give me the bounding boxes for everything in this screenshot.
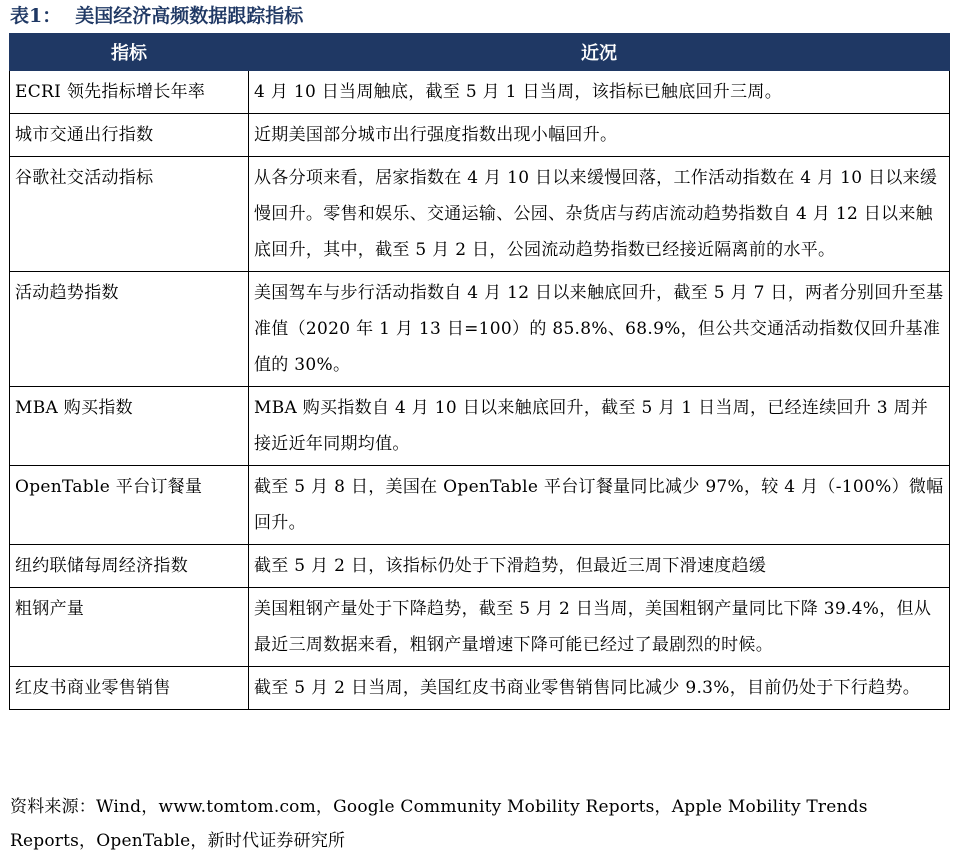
table-caption-text: 美国经济高频数据跟踪指标 xyxy=(75,5,304,27)
indicator-name: 粗钢产量 xyxy=(10,588,249,667)
table-row xyxy=(10,71,950,114)
indicator-status: 截至 5 月 2 日当周，美国红皮书商业零售销售同比减少 9.3%，目前仍处于下行趋势。 xyxy=(249,667,950,710)
indicator-name: MBA 购买指数 xyxy=(10,387,249,466)
indicator-status: 近期美国部分城市出行强度指数出现小幅回升。 xyxy=(249,114,950,157)
indicator-name: 城市交通出行指数 xyxy=(10,114,249,157)
table-row xyxy=(10,466,950,545)
indicator-status: 美国粗钢产量处于下降趋势，截至 5 月 2 日当周，美国粗钢产量同比下降 39.4%，但从最近三周数据来看，粗钢产量增速下降可能已经过了最剧烈的时候。 xyxy=(249,588,950,667)
indicator-status: 4 月 10 日当周触底，截至 5 月 1 日当周，该指标已触底回升三周。 xyxy=(249,71,950,114)
indicator-status: 截至 5 月 2 日，该指标仍处于下滑趋势，但最近三周下滑速度趋缓 xyxy=(249,545,950,588)
table-row xyxy=(10,588,950,667)
header-status: 近况 xyxy=(249,34,950,71)
header-indicator: 指标 xyxy=(10,34,249,71)
indicator-name: 活动趋势指数 xyxy=(10,272,249,387)
table-caption-label: 表1： xyxy=(10,5,62,27)
indicator-status: 截至 5 月 8 日，美国在 OpenTable 平台订餐量同比减少 97%，较 4 月（-100%）微幅回升。 xyxy=(249,466,950,545)
table-row xyxy=(10,667,950,710)
indicator-status: 美国驾车与步行活动指数自 4 月 12 日以来触底回升，截至 5 月 7 日，两者分别回升至基准值（2020 年 1 月 13 日=100）的 85.8%、68.9%，但公共交通活动指数仅回升基准值的 30%。 xyxy=(249,272,950,387)
indicator-table xyxy=(9,33,950,710)
indicator-status: MBA 购买指数自 4 月 10 日以来触底回升，截至 5 月 1 日当周，已经连续回升 3 周并接近近年同期均值。 xyxy=(249,387,950,466)
source-note: 资料来源：Wind，www.tomtom.com，Google Community Mobility Reports，Apple Mobility Trends Reports，OpenTable，新时代证券研究所 xyxy=(10,797,868,851)
indicator-status: 从各分项来看，居家指数在 4 月 10 日以来缓慢回落，工作活动指数在 4 月 10 日以来缓慢回升。零售和娱乐、交通运输、公园、杂货店与药店流动趋势指数自 4 月 12 日以来触底回升，其中，截至 5 月 2 日，公园流动趋势指数已经接近隔离前的水平。 xyxy=(249,157,950,272)
table-row xyxy=(10,114,950,157)
indicator-name: 谷歌社交活动指标 xyxy=(10,157,249,272)
table-header-row xyxy=(10,34,950,71)
indicator-name: OpenTable 平台订餐量 xyxy=(10,466,249,545)
indicator-name: 纽约联储每周经济指数 xyxy=(10,545,249,588)
table-row xyxy=(10,545,950,588)
indicator-name: ECRI 领先指标增长年率 xyxy=(10,71,249,114)
indicator-name: 红皮书商业零售销售 xyxy=(10,667,249,710)
table-row xyxy=(10,272,950,387)
table-caption xyxy=(10,2,303,30)
table-row xyxy=(10,387,950,466)
table-row xyxy=(10,157,950,272)
